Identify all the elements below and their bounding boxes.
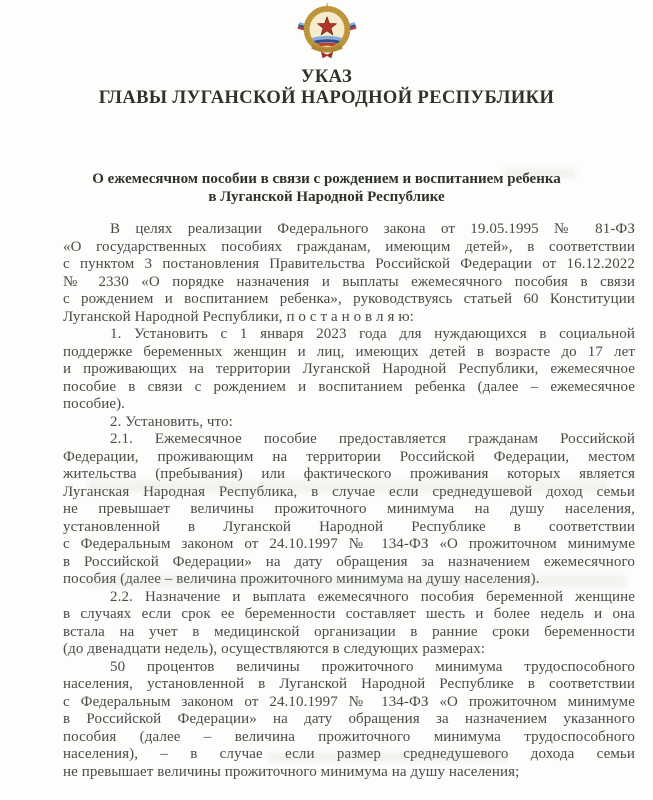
decree-header bbox=[0, 67, 653, 109]
text-line: (до двенадцати недель), осуществляются в следующих размерах: bbox=[63, 641, 486, 657]
text-line: В целях реализации Федерального закона от 19.05.1995 № 81-ФЗ bbox=[110, 221, 635, 237]
text-line: пособие). bbox=[63, 396, 126, 412]
text-line: не превышает величины прожиточного минимума на душу населения, bbox=[63, 501, 635, 517]
text-line: 2.2. Назначение и выплата ежемесячного пособия беременной женщине bbox=[110, 588, 635, 605]
text-line: № 2330 «О порядке назначения и выплаты ежемесячного пособия в связи bbox=[63, 273, 635, 290]
text-line: с пунктом 3 постановления Правительства Российской Федерации от 16.12.2022 bbox=[63, 256, 635, 272]
text-line: населения, установленной в Луганской Народной Республике в соответствии bbox=[63, 676, 635, 692]
text-line: пособие в связи с рождением и воспитанием ребенка (далее – ежемесячное bbox=[63, 378, 635, 395]
decree-type: УКАЗ bbox=[300, 67, 353, 87]
text-line: с Федеральным законом от 24.10.1997 № 134-ФЗ «О прожиточном минимуме bbox=[63, 536, 635, 552]
paragraph-item-2-1 bbox=[63, 431, 635, 589]
paragraph-item-2 bbox=[63, 414, 635, 432]
text-line: в случаях если срок ее беременности составляет шесть и более недель и она bbox=[63, 606, 635, 622]
text-line: 1. Установить с 1 января 2023 года для нуждающихся в социальной bbox=[110, 326, 635, 342]
decree-body bbox=[63, 221, 635, 781]
text-line: в Российской Федерации» на дату обращения за назначением ежемесячного bbox=[63, 553, 635, 570]
decree-title-line2: в Луганской Народной Республике bbox=[208, 189, 445, 205]
paragraph-item-1 bbox=[63, 326, 635, 414]
text-line: не превышает величины прожиточного минимума на душу населения; bbox=[63, 763, 520, 780]
paragraph-item-2-2 bbox=[63, 589, 635, 659]
paragraph-preamble bbox=[63, 221, 635, 326]
text-line: 2. Установить, что: bbox=[110, 413, 233, 430]
text-line: пособия (далее – величина прожиточного минимума на душу населения). bbox=[63, 571, 540, 587]
text-line: 2.1. Ежемесячное пособие предоставляется гражданам Российской bbox=[110, 431, 635, 447]
text-line: Луганская Народная Республика, в случае если среднедушевой доход семьи bbox=[63, 483, 635, 500]
text-line: с рождением и воспитанием ребенка», руководствуясь статьей 60 Конституции bbox=[63, 291, 635, 307]
text-line: поддержке беременных женщин и лиц, имеющих детей в возрасте до 17 лет bbox=[63, 343, 635, 360]
text-line: населения), – в случае если размер среднедушевого дохода семьи bbox=[63, 746, 635, 762]
decree-title-line1: О ежемесячном пособии в связи с рождением и воспитанием ребенка bbox=[92, 171, 561, 187]
lnr-coat-of-arms-icon bbox=[296, 2, 358, 59]
text-line: пособия (далее – величина прожиточного минимума трудоспособного bbox=[63, 728, 635, 745]
text-line: жительства (пребывания) или фактического проживания которых является bbox=[63, 466, 635, 482]
text-line: установленной в Луганской Народной Республике в соответствии bbox=[63, 518, 635, 535]
decree-issuer: ГЛАВЫ ЛУГАНСКОЙ НАРОДНОЙ РЕСПУБЛИКИ bbox=[98, 88, 555, 108]
text-line: Луганской Народной Республики, п о с т а н о в л я ю: bbox=[63, 308, 414, 325]
paragraph-fifty-percent bbox=[63, 659, 635, 782]
text-line: встала на учет в медицинской организации в ранние сроки беременности bbox=[63, 623, 635, 640]
text-line: в Российской Федерации» на дату обращения за назначением указанного bbox=[63, 711, 635, 727]
text-line: Федерации, проживающим на территории Российской Федерации, местом bbox=[63, 448, 635, 465]
text-line: и проживающих на территории Луганской Народной Республики, ежемесячное bbox=[63, 361, 635, 377]
text-line: с Федеральным законом от 24.10.1997 № 134-ФЗ «О прожиточном минимуме bbox=[63, 693, 635, 710]
bottom-ribbon bbox=[320, 52, 332, 59]
text-line: 50 процентов величины прожиточного минимума трудоспособного bbox=[110, 658, 635, 675]
decree-subject-title bbox=[0, 170, 653, 206]
text-line: «О государственных пособиях гражданам, имеющим детей», в соответствии bbox=[63, 238, 635, 255]
emblem-container bbox=[0, 0, 653, 59]
